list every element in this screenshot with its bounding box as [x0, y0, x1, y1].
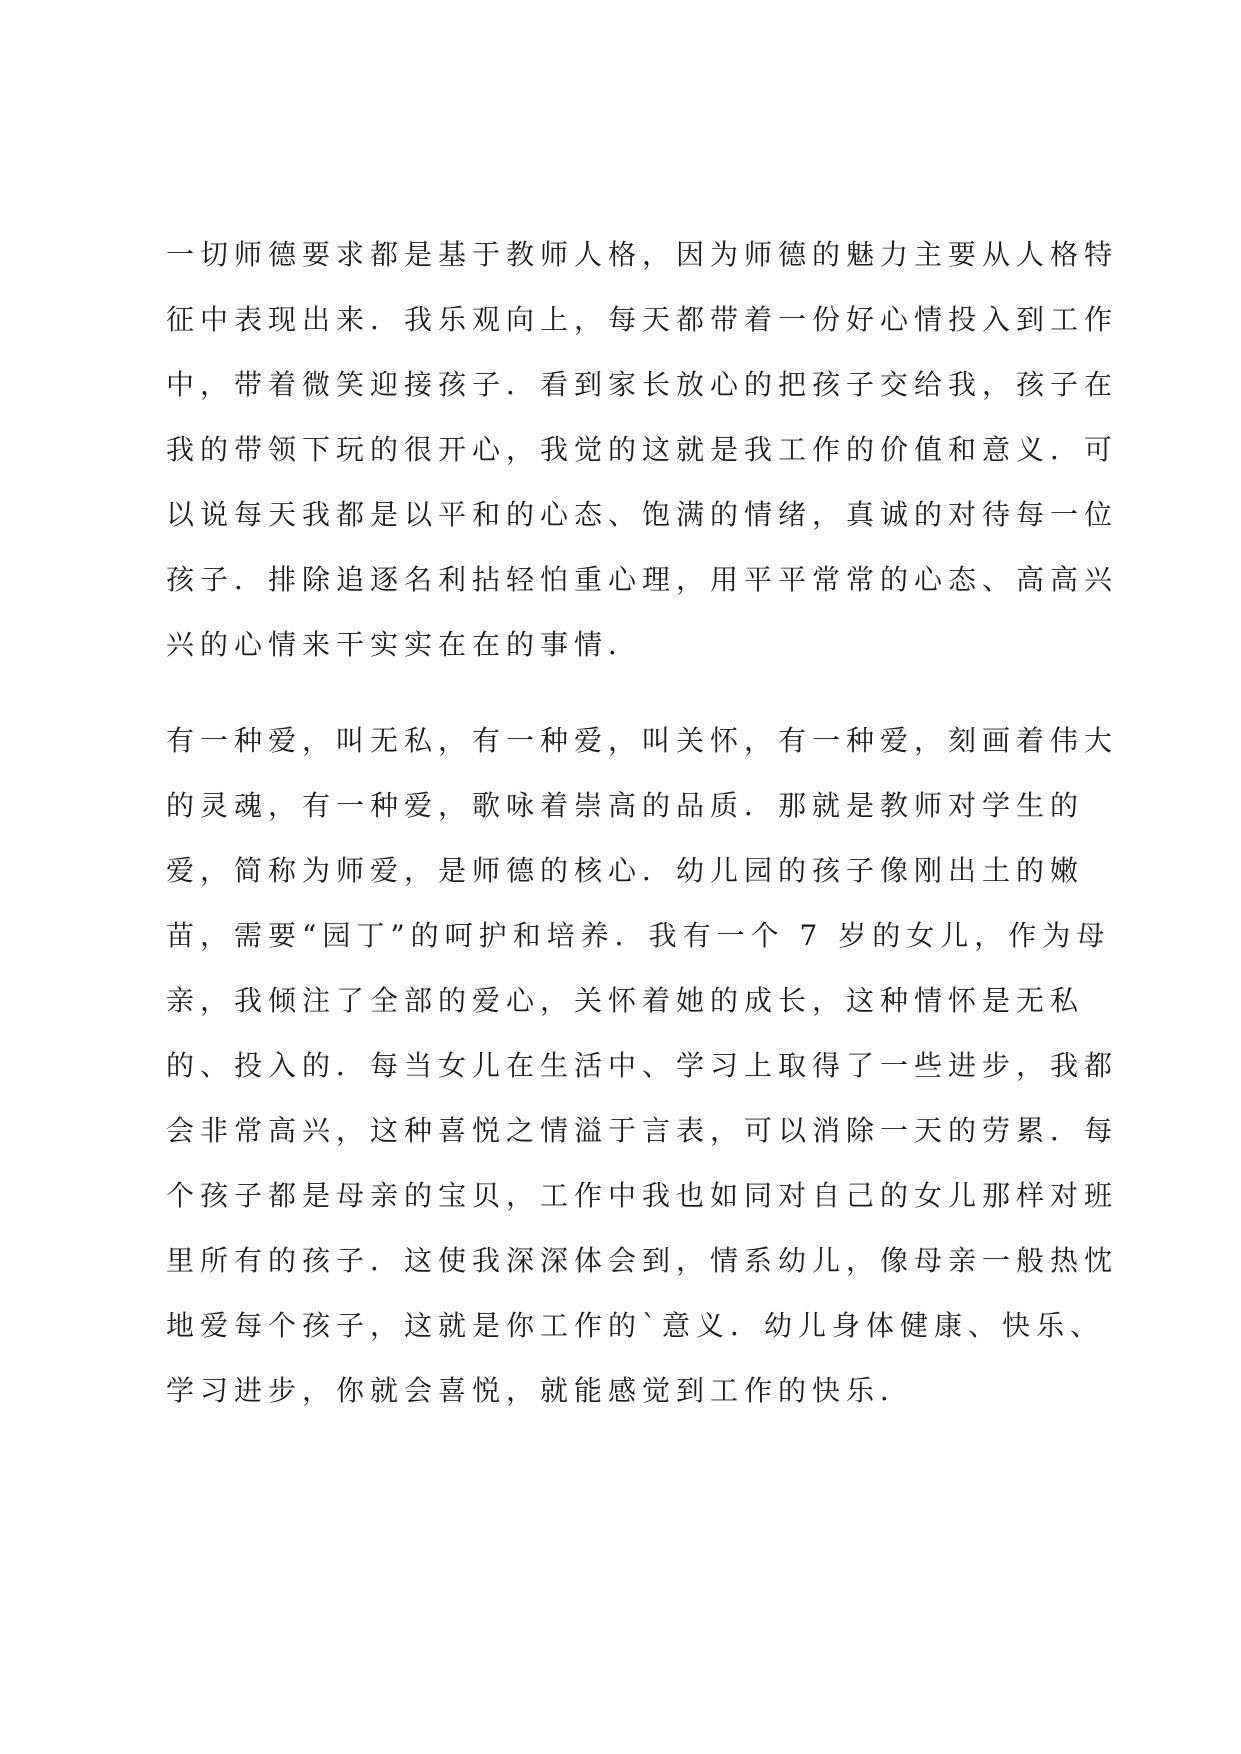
text-line: 我的带领下玩的很开心，我觉的这就是我工作的价值和意义．可	[166, 433, 1119, 466]
text-line: 中，带着微笑迎接孩子．看到家长放心的把孩子交给我，孩子在	[166, 368, 1119, 401]
paragraph-teacher-love	[166, 708, 1119, 1423]
text-line: 地爱每个孩子，这就是你工作的`意义．幼儿身体健康、快乐、	[166, 1309, 1105, 1342]
text-line: 一切师德要求都是基于教师人格，因为师德的魅力主要从人格特	[166, 238, 1119, 271]
text-line: 兴的心情来干实实在在的事情．	[166, 628, 643, 661]
text-line: 学习进步，你就会喜悦，就能感觉到工作的快乐．	[166, 1374, 915, 1407]
text-line: 的灵魂，有一种爱，歌咏着崇高的品质．那就是教师对学生的	[166, 789, 1085, 822]
text-line: 的、投入的．每当女儿在生活中、学习上取得了一些进步，我都	[166, 1049, 1119, 1082]
text-line: 里所有的孩子．这使我深深体会到，情系幼儿，像母亲一般热忱	[166, 1244, 1119, 1277]
paragraph-teacher-ethics	[166, 222, 1119, 677]
text-line: 会非常高兴，这种喜悦之情溢于言表，可以消除一天的劳累．每	[166, 1114, 1119, 1147]
text-line: 亲，我倾注了全部的爱心，关怀着她的成长，这种情怀是无私	[166, 984, 1085, 1017]
text-line: 以说每天我都是以平和的心态、饱满的情绪，真诚的对待每一位	[166, 498, 1119, 531]
text-line: 苗，需要“园丁”的呵护和培养．我有一个 7 岁的女儿，作为母	[166, 919, 1111, 952]
text-line: 爱，简称为师爱，是师德的核心．幼儿园的孩子像刚出土的嫩	[166, 854, 1085, 887]
text-line: 有一种爱，叫无私，有一种爱，叫关怀，有一种爱，刻画着伟大	[166, 724, 1119, 757]
text-line: 个孩子都是母亲的宝贝，工作中我也如同对自己的女儿那样对班	[166, 1179, 1119, 1212]
text-line: 孩子．排除追逐名利拈轻怕重心理，用平平常常的心态、高高兴	[166, 563, 1119, 596]
text-line: 征中表现出来．我乐观向上，每天都带着一份好心情投入到工作	[166, 303, 1119, 336]
